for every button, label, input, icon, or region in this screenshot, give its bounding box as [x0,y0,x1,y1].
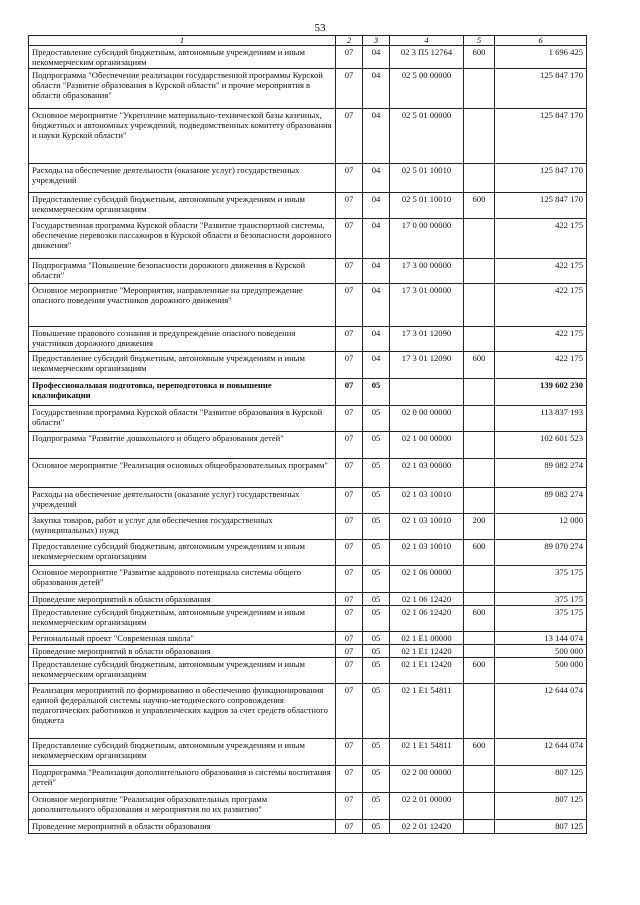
row-name: Государственная программа Курской области "Развитие образования в Курской области" [29,406,336,432]
header-col-2: 2 [336,36,363,46]
row-section: 07 [336,69,363,109]
row-section: 07 [336,459,363,488]
row-expense-type [464,820,495,834]
row-target-code: 02 2 01 12420 [390,820,464,834]
row-section: 07 [336,606,363,632]
row-expense-type [464,379,495,406]
row-section: 07 [336,766,363,793]
row-subsection: 04 [363,259,390,284]
row-name: Предоставление субсидий бюджетным, автономным учреждениям и иным некоммерческим организациям [29,658,336,684]
row-name: Предоставление субсидий бюджетным, автономным учреждениям и иным некоммерческим организациям [29,606,336,632]
row-expense-type: 600 [464,46,495,69]
table-row [29,820,587,834]
table-row [29,352,587,379]
row-target-code: 02 1 03 10010 [390,540,464,566]
row-subsection: 04 [363,69,390,109]
row-expense-type [464,219,495,259]
table-row [29,379,587,406]
table-row [29,593,587,606]
row-name: Предоставление субсидий бюджетным, автономным учреждениям и иным некоммерческим организациям [29,739,336,766]
row-name: Основное мероприятие "Реализация образовательных программ дополнительного образования и мероприятия по их развитию" [29,793,336,820]
row-expense-type [464,327,495,352]
row-expense-type: 600 [464,739,495,766]
row-expense-type [464,69,495,109]
row-amount: 89 070 274 [495,540,587,566]
row-subsection: 05 [363,514,390,540]
row-amount: 13 144 074 [495,632,587,645]
row-expense-type [464,488,495,514]
row-name: Предоставление субсидий бюджетным, автономным учреждениям и иным некоммерческим организациям [29,352,336,379]
row-section: 07 [336,514,363,540]
table-row [29,259,587,284]
row-name: Предоставление субсидий бюджетным, автономным учреждениям и иным некоммерческим организациям [29,540,336,566]
row-section: 07 [336,406,363,432]
row-amount: 89 082 274 [495,488,587,514]
row-name: Повышение правового сознания и предупреждение опасного поведения участников дорожного движения [29,327,336,352]
table-row [29,219,587,259]
row-amount: 102 601 523 [495,432,587,459]
row-subsection: 05 [363,820,390,834]
row-target-code: 02 1 06 00000 [390,566,464,593]
row-name: Основное мероприятие "Развитие кадрового потенциала системы общего образования детей" [29,566,336,593]
row-amount: 125 847 170 [495,193,587,219]
row-expense-type [464,109,495,164]
row-expense-type [464,406,495,432]
row-amount: 1 696 425 [495,46,587,69]
row-section: 07 [336,164,363,193]
row-section: 07 [336,739,363,766]
row-expense-type: 200 [464,514,495,540]
row-amount: 807 125 [495,820,587,834]
row-amount: 12 644 074 [495,684,587,739]
row-expense-type: 600 [464,193,495,219]
row-name: Основное мероприятие "Укрепление материально-технической базы казенных, бюджетных и автономных учреждений, подведомственных комитету образования и науки Курской области" [29,109,336,164]
row-section: 07 [336,352,363,379]
header-col-1: 1 [29,36,336,46]
row-target-code: 17 3 00 00000 [390,259,464,284]
row-section: 07 [336,284,363,327]
row-amount: 125 847 170 [495,109,587,164]
row-name: Подпрограмма "Развитие дошкольного и общего образования детей" [29,432,336,459]
header-row [29,36,587,46]
row-amount: 500 000 [495,658,587,684]
row-section: 07 [336,488,363,514]
row-section: 07 [336,632,363,645]
row-name: Реализация мероприятий по формированию и обеспечению функционирования единой федеральной системы научно-методического сопровождения педагогических работников и управленческих кадров за счет средств областного бюджета [29,684,336,739]
row-amount: 375 175 [495,606,587,632]
row-subsection: 04 [363,284,390,327]
row-target-code: 17 0 00 00000 [390,219,464,259]
row-subsection: 04 [363,193,390,219]
table-row [29,432,587,459]
row-expense-type: 600 [464,352,495,379]
row-name: Расходы на обеспечение деятельности (оказание услуг) государственных учреждений [29,488,336,514]
page-number: 53 [314,22,326,34]
row-expense-type: 600 [464,606,495,632]
row-name: Государственная программа Курской области "Развитие транспортной системы, обеспечение перевозки пассажиров в Курской области и безопасности дорожного движения" [29,219,336,259]
row-amount: 375 175 [495,593,587,606]
row-subsection: 04 [363,327,390,352]
header-col-5: 5 [464,36,495,46]
row-subsection: 05 [363,379,390,406]
row-target-code: 17 3 01 12090 [390,352,464,379]
row-target-code [390,379,464,406]
row-target-code: 02 1 Е1 00000 [390,632,464,645]
row-target-code: 02 1 03 10010 [390,488,464,514]
row-section: 07 [336,793,363,820]
row-subsection: 05 [363,658,390,684]
row-name: Проведение мероприятий в области образования [29,820,336,834]
row-subsection: 05 [363,488,390,514]
row-name: Подпрограмма "Реализация дополнительного образования и системы воспитания детей" [29,766,336,793]
row-target-code: 02 0 00 00000 [390,406,464,432]
row-target-code: 02 1 Е1 12420 [390,645,464,658]
table-row [29,566,587,593]
row-target-code: 17 3 01 00000 [390,284,464,327]
row-name: Подпрограмма "Повышение безопасности дорожного движения в Курской области" [29,259,336,284]
table-row [29,658,587,684]
row-target-code: 02 3 П5 12764 [390,46,464,69]
row-name: Подпрограмма "Обеспечение реализации государственной программы Курской области "Развитие образования в Курской области" и прочие мероприятия в области образования" [29,69,336,109]
row-target-code: 02 2 00 00000 [390,766,464,793]
row-name: Профессиональная подготовка, переподготовка и повышение квалификации [29,379,336,406]
row-subsection: 05 [363,766,390,793]
row-amount: 422 175 [495,219,587,259]
row-target-code: 02 1 03 10010 [390,514,464,540]
row-section: 07 [336,379,363,406]
row-amount: 125 847 170 [495,164,587,193]
row-expense-type [464,432,495,459]
row-amount: 89 082 274 [495,459,587,488]
table-row [29,540,587,566]
row-section: 07 [336,193,363,219]
row-section: 07 [336,109,363,164]
row-section: 07 [336,820,363,834]
row-expense-type [464,632,495,645]
row-target-code: 02 1 06 12420 [390,606,464,632]
row-target-code: 02 5 01 10010 [390,193,464,219]
row-name: Предоставление субсидий бюджетным, автономным учреждениям и иным некоммерческим организациям [29,46,336,69]
row-expense-type: 600 [464,658,495,684]
table-row [29,193,587,219]
table-row [29,766,587,793]
row-amount: 422 175 [495,284,587,327]
row-subsection: 05 [363,632,390,645]
row-expense-type [464,259,495,284]
table-row [29,514,587,540]
table-row [29,793,587,820]
table-row [29,459,587,488]
table-row [29,69,587,109]
row-target-code: 02 1 Е1 54811 [390,684,464,739]
row-section: 07 [336,219,363,259]
row-expense-type [464,164,495,193]
row-target-code: 02 2 01 00000 [390,793,464,820]
row-target-code: 02 1 Е1 54811 [390,739,464,766]
row-name: Основное мероприятие "Мероприятия, направленные на предупреждение опасного поведения участников дорожного движения" [29,284,336,327]
row-name: Предоставление субсидий бюджетным, автономным учреждениям и иным некоммерческим организациям [29,193,336,219]
row-amount: 125 847 170 [495,69,587,109]
table-row [29,284,587,327]
row-subsection: 04 [363,109,390,164]
row-name: Региональный проект "Современная школа" [29,632,336,645]
row-target-code: 02 1 06 12420 [390,593,464,606]
row-subsection: 04 [363,219,390,259]
row-amount: 113 837 193 [495,406,587,432]
row-expense-type [464,566,495,593]
row-expense-type [464,766,495,793]
row-name: Закупка товаров, работ и услуг для обеспечения государственных (муниципальных) нужд [29,514,336,540]
row-amount: 422 175 [495,259,587,284]
table-row [29,632,587,645]
header-col-3: 3 [363,36,390,46]
budget-table [28,35,587,834]
row-amount: 375 175 [495,566,587,593]
row-name: Основное мероприятие "Реализация основных общеобразовательных программ" [29,459,336,488]
row-target-code: 02 5 00 00000 [390,69,464,109]
row-name: Проведение мероприятий в области образования [29,593,336,606]
row-subsection: 04 [363,352,390,379]
row-section: 07 [336,432,363,459]
row-expense-type [464,593,495,606]
header-col-6: 6 [495,36,587,46]
table-row [29,739,587,766]
row-expense-type [464,645,495,658]
header-col-4: 4 [390,36,464,46]
row-subsection: 05 [363,645,390,658]
row-amount: 807 125 [495,793,587,820]
row-amount: 422 175 [495,327,587,352]
table-row [29,488,587,514]
table-row [29,109,587,164]
row-subsection: 04 [363,164,390,193]
row-expense-type [464,284,495,327]
row-amount: 422 175 [495,352,587,379]
row-name: Проведение мероприятий в области образования [29,645,336,658]
row-section: 07 [336,658,363,684]
table-row [29,645,587,658]
row-section: 07 [336,684,363,739]
table-body [29,46,587,834]
row-section: 07 [336,46,363,69]
table-row [29,684,587,739]
table-row [29,46,587,69]
row-section: 07 [336,593,363,606]
table-row [29,164,587,193]
row-subsection: 05 [363,432,390,459]
row-target-code: 02 1 Е1 12420 [390,658,464,684]
row-subsection: 05 [363,739,390,766]
row-subsection: 05 [363,593,390,606]
row-amount: 139 602 230 [495,379,587,406]
table-row [29,327,587,352]
row-subsection: 05 [363,406,390,432]
row-amount: 12 000 [495,514,587,540]
table-row [29,406,587,432]
row-expense-type [464,793,495,820]
row-section: 07 [336,645,363,658]
row-expense-type [464,459,495,488]
table-row [29,606,587,632]
row-target-code: 17 3 01 12090 [390,327,464,352]
row-section: 07 [336,566,363,593]
row-subsection: 05 [363,566,390,593]
row-section: 07 [336,259,363,284]
row-target-code: 02 1 03 00000 [390,459,464,488]
row-section: 07 [336,327,363,352]
row-subsection: 05 [363,540,390,566]
row-amount: 12 644 074 [495,739,587,766]
row-section: 07 [336,540,363,566]
row-subsection: 05 [363,459,390,488]
row-subsection: 05 [363,793,390,820]
row-subsection: 05 [363,606,390,632]
row-subsection: 05 [363,684,390,739]
row-target-code: 02 1 00 00000 [390,432,464,459]
row-amount: 807 125 [495,766,587,793]
row-amount: 500 000 [495,645,587,658]
row-subsection: 04 [363,46,390,69]
row-expense-type: 600 [464,540,495,566]
row-target-code: 02 5 01 10010 [390,164,464,193]
row-name: Расходы на обеспечение деятельности (оказание услуг) государственных учреждений [29,164,336,193]
row-target-code: 02 5 01 00000 [390,109,464,164]
row-expense-type [464,684,495,739]
